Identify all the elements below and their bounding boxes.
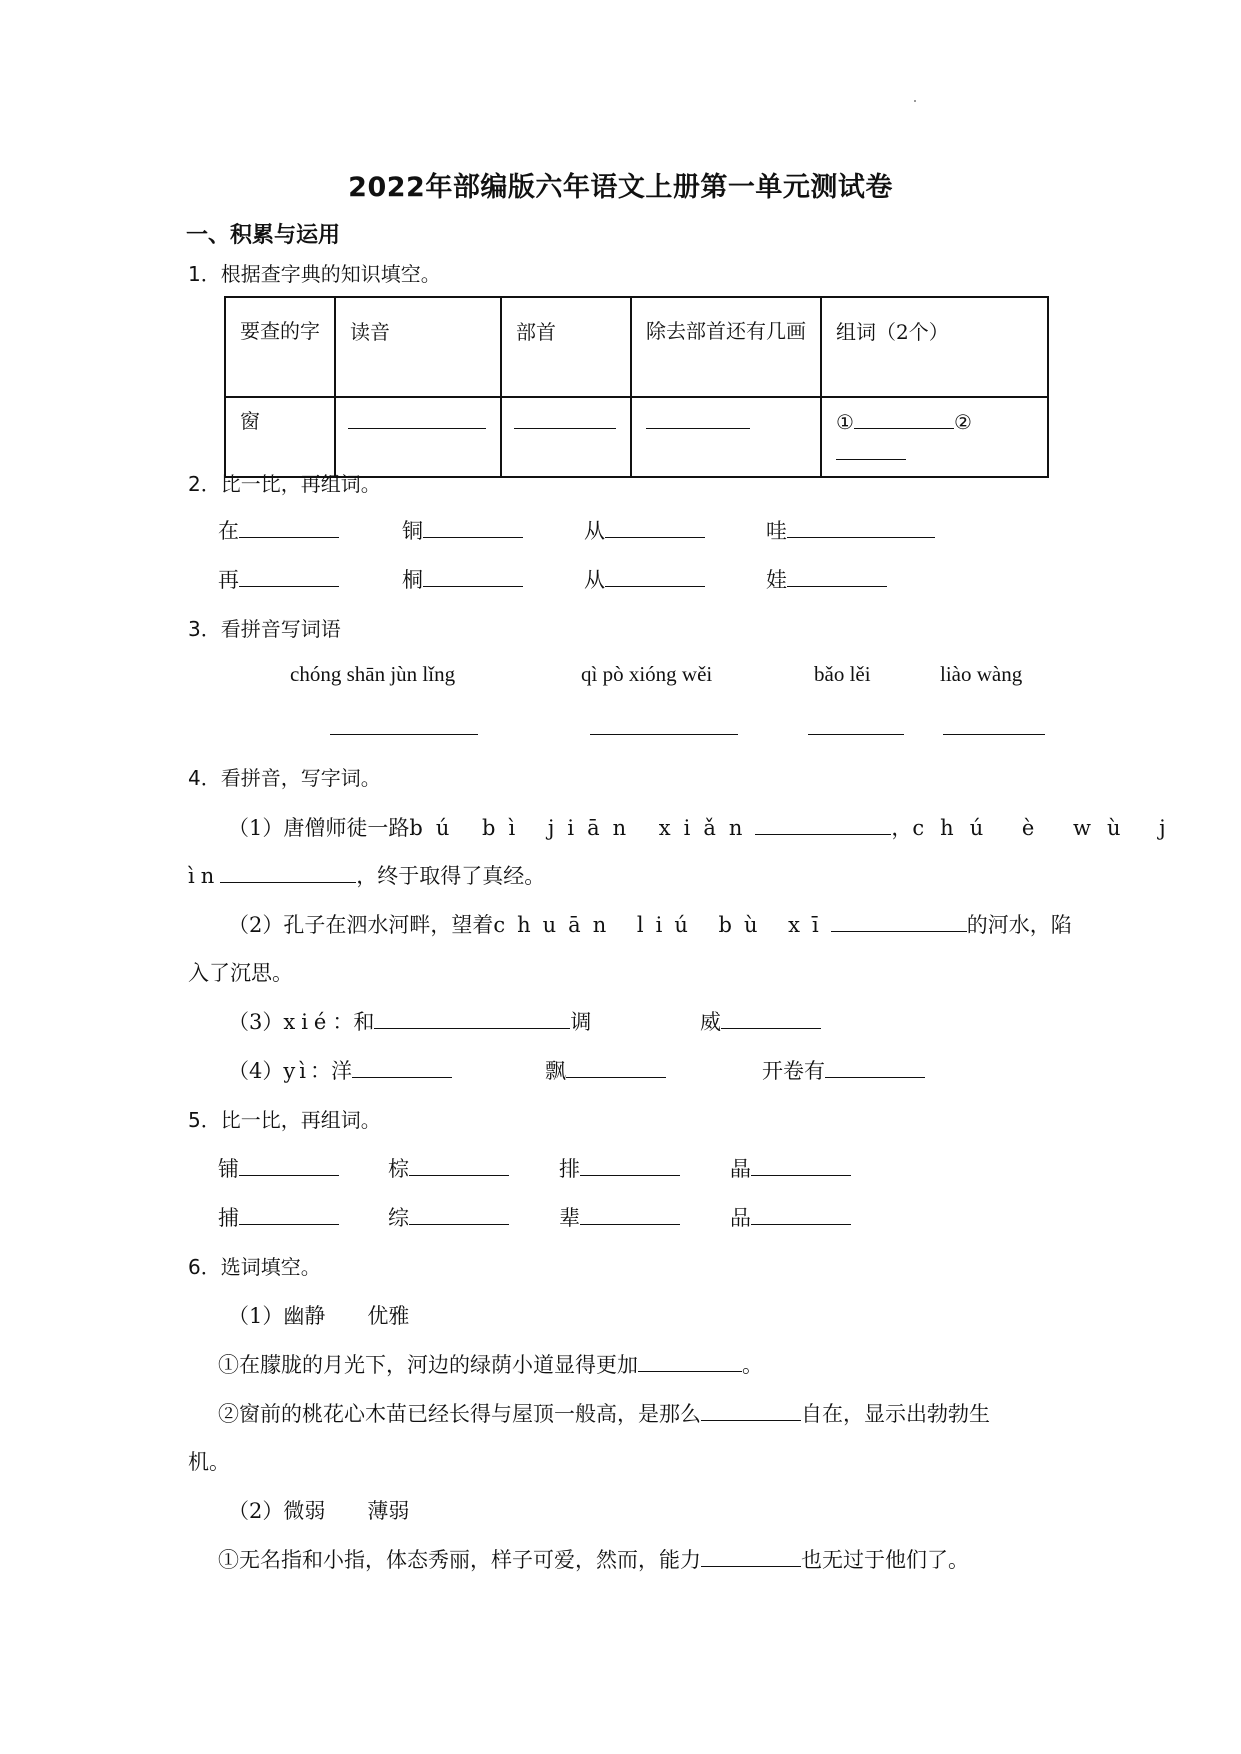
answer-blank[interactable] [755,814,891,835]
compare-char: 综 [388,1206,409,1230]
strokes-blank[interactable] [646,406,750,429]
question-5 [188,1104,381,1133]
question-number: 4． [188,766,221,790]
question-number: 1． [188,262,221,286]
scan-dot [914,100,916,102]
compare-char: 铺 [218,1157,239,1181]
answer-blank[interactable] [751,1204,851,1225]
q4-item [700,1006,821,1036]
answer-blank[interactable] [239,1204,339,1225]
answer-blank[interactable] [721,1008,821,1029]
word-blank-2[interactable] [836,437,906,460]
header-radical: 部首 [501,297,631,397]
question-text: 选词填空。 [220,1255,321,1279]
q4-line-1 [228,812,1182,842]
sentence-text: ：洋 [309,1059,352,1083]
answer-blank[interactable] [374,1008,570,1029]
answer-blank[interactable] [605,566,705,587]
compare-char: 再 [218,568,239,592]
compare-item [388,1202,509,1232]
compare-item [766,515,935,545]
question-number: 5． [188,1108,221,1132]
answer-line[interactable] [943,734,1045,735]
answer-blank[interactable] [566,1057,666,1078]
compare-char: 从 [584,519,605,543]
sentence-text: 开卷有 [762,1059,825,1083]
pinyin-prompt: qì pò xióng wěi [581,662,713,686]
sentence-text: ①无名指和小指，体态秀丽，样子可爱，然而，能力 [218,1548,701,1572]
sentence-text: 威 [700,1010,721,1034]
circle-1: ① [836,410,854,434]
compare-item [584,515,705,545]
question-4 [188,762,381,791]
question-number: 3． [188,617,221,641]
compare-item [559,1202,680,1232]
compare-char: 铜 [402,519,423,543]
strokes-cell [631,397,821,477]
page-title: 2022年部编版六年语文上册第一单元测试卷 [348,172,893,203]
q4-item [762,1055,925,1085]
sentence-text: 飘 [545,1059,566,1083]
answer-blank[interactable] [409,1155,509,1176]
question-1 [188,258,441,287]
answer-blank[interactable] [787,517,935,538]
pinyin-prompt: bǎo lěi [814,662,871,686]
pinyin-inline: xié [283,1010,333,1034]
answer-blank[interactable] [831,911,967,932]
answer-blank[interactable] [239,517,339,538]
answer-blank[interactable] [239,566,339,587]
compare-char: 排 [559,1157,580,1181]
pronunciation-cell [335,397,501,477]
sentence-text: ①在朦胧的月光下，河边的绿荫小道显得更加 [218,1353,638,1377]
sentence-1a [218,1349,763,1379]
answer-blank[interactable] [423,517,523,538]
answer-blank[interactable] [638,1351,742,1372]
compare-char: 哇 [766,519,787,543]
header-words: 组词（2个） [821,297,1048,397]
table-char: 窗 [225,397,335,477]
sentence-text: （1）唐僧师徒一路 [228,816,410,840]
compare-item [766,564,887,594]
compare-item [388,1153,509,1183]
compare-item [402,564,523,594]
question-2 [188,468,381,497]
q4-line-5 [228,1006,591,1036]
compare-item [730,1202,851,1232]
answer-blank[interactable] [239,1155,339,1176]
compare-item [218,515,339,545]
question-text: 看拼音，写字词。 [220,766,381,790]
sentence-2a [218,1544,969,1574]
sentence-text: 。 [742,1353,763,1377]
pinyin-inline: bú bì jiān xiǎn [409,816,756,840]
answer-blank[interactable] [580,1204,680,1225]
q4-item [545,1055,666,1085]
sentence-text: ， [891,816,913,840]
pinyin-inline: ìn [188,864,221,888]
sentence-text: ②窗前的桃花心木苗已经长得与屋顶一般高，是那么 [218,1402,701,1426]
question-text: 比一比，再组词。 [220,1108,381,1132]
compare-item [218,564,339,594]
word-blank-1[interactable] [854,406,954,429]
sentence-text: （4） [228,1059,284,1083]
compare-item [218,1202,339,1232]
compare-char: 娃 [766,568,787,592]
dictionary-table [224,296,1049,478]
answer-blank[interactable] [701,1400,801,1421]
question-6 [188,1251,321,1280]
answer-blank[interactable] [751,1155,851,1176]
sentence-text: 自在，显示出勃勃生 [801,1402,990,1426]
answer-line[interactable] [808,734,904,735]
answer-blank[interactable] [580,1155,680,1176]
answer-blank[interactable] [409,1204,509,1225]
sentence-text: ，终于取得了真经。 [356,864,546,888]
sentence-text: ：和 [332,1010,375,1034]
q4-line-4 [188,957,293,987]
compare-char: 晶 [730,1157,751,1181]
sentence-text: （2）孔子在泗水河畔，望着 [228,913,494,937]
answer-blank[interactable] [825,1057,925,1078]
compare-item [218,1153,339,1183]
header-char: 要查的字 [225,297,335,397]
compare-char: 从 [584,568,605,592]
compare-char: 捕 [218,1206,239,1230]
sentence-text: 调 [570,1010,592,1034]
header-strokes: 除去部首还有几画 [631,297,821,397]
compare-item [730,1153,851,1183]
words-cell [821,397,1048,477]
answer-line[interactable] [590,734,738,735]
question-text: 看拼音写词语 [220,617,341,641]
answer-blank[interactable] [605,517,705,538]
pinyin-inline: chuān liú bù xī [493,913,831,937]
pinyin-inline: chú è wù j [912,816,1182,840]
question-number: 2． [188,472,221,496]
circle-2: ② [953,410,972,434]
compare-char: 棕 [388,1157,409,1181]
pinyin-inline: yì [283,1059,310,1083]
question-text: 比一比，再组词。 [220,472,381,496]
question-3 [188,613,341,642]
sentence-text: 也无过于他们了。 [801,1548,969,1572]
sentence-text: （3） [228,1010,284,1034]
answer-blank[interactable] [352,1057,452,1078]
compare-char: 在 [218,519,239,543]
sentence-1b-cont: 机。 [188,1450,230,1474]
answer-line[interactable] [330,734,478,735]
answer-blank[interactable] [423,566,523,587]
compare-char: 品 [730,1206,751,1230]
header-pronunciation: 读音 [335,297,501,397]
answer-blank[interactable] [701,1546,801,1567]
question-number: 6． [188,1255,221,1279]
q4-line-3 [228,909,1072,939]
word-choice-2: （2）微弱 薄弱 [228,1499,410,1523]
q4-line-2 [188,860,545,890]
answer-blank[interactable] [787,566,887,587]
sentence-1b [218,1398,990,1428]
section-heading: 一、积累与运用 [186,223,341,248]
compare-item [402,515,523,545]
sentence-text: 的河水，陷 [966,913,1072,937]
compare-char: 辈 [559,1206,580,1230]
pinyin-prompt: chóng shān jùn lǐng [290,662,456,686]
compare-item [584,564,705,594]
compare-char: 桐 [402,568,423,592]
pronunciation-blank[interactable] [348,406,486,429]
pinyin-prompt: liào wàng [940,662,1023,686]
answer-blank[interactable] [220,862,356,883]
question-text: 根据查字典的知识填空。 [220,262,441,286]
compare-item [559,1153,680,1183]
q4-line-6 [228,1055,452,1085]
radical-blank[interactable] [514,406,616,429]
radical-cell [501,397,631,477]
word-choice-1: （1）幽静 优雅 [228,1304,410,1328]
sentence-text: 入了沉思。 [188,961,293,985]
